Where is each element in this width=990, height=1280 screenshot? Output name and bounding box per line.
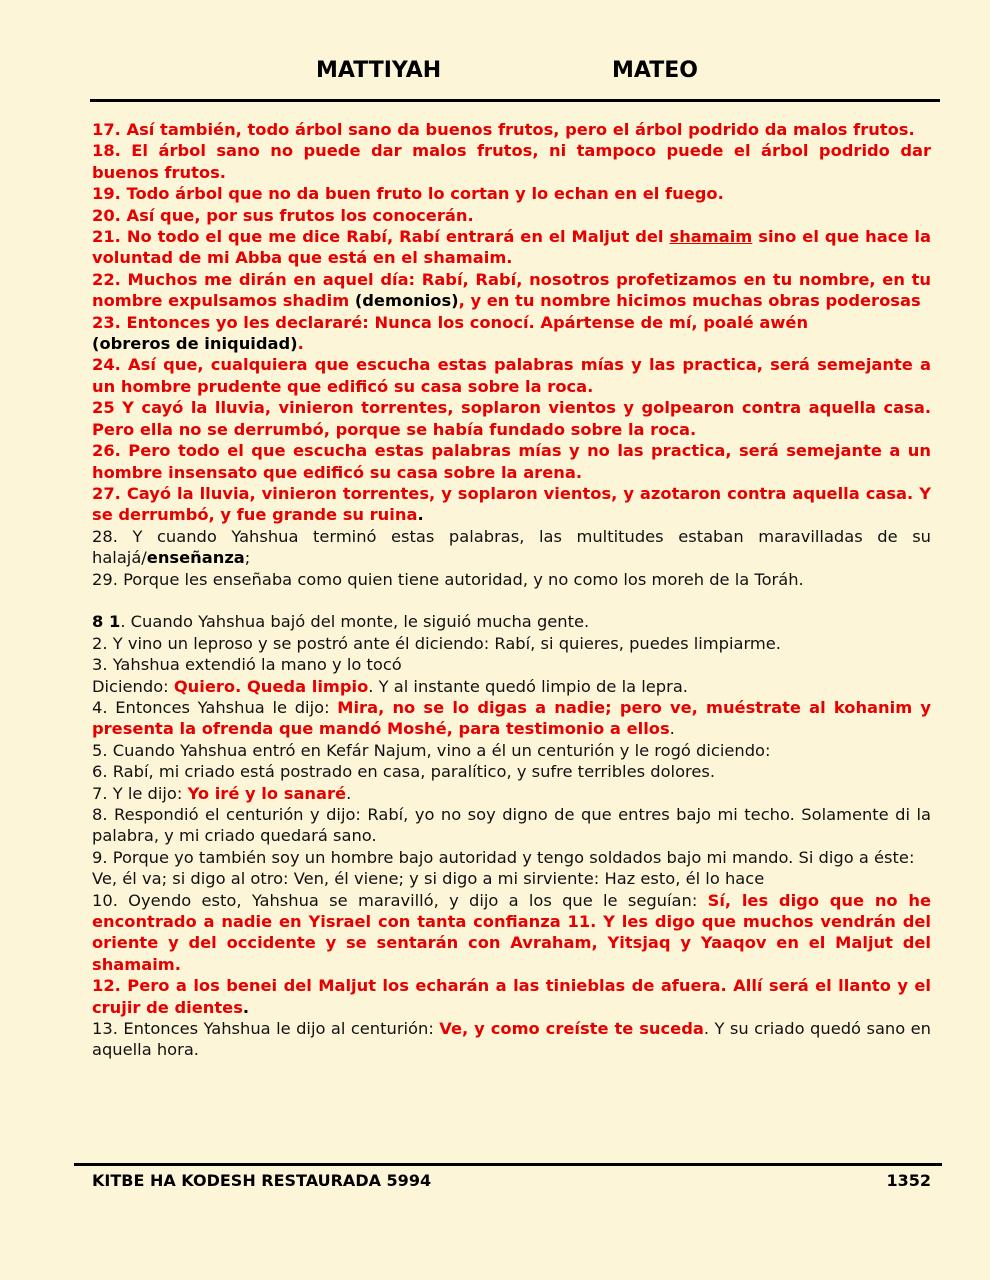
page-footer: [92, 1171, 931, 1195]
chapter-8-verse-9: 9. Porque yo también soy un hombre bajo autoridad y tengo soldados bajo mi mando. Si digo a éste: Ve, él va; si digo al otro: Ven, él viene; y si digo a mi sirviente: Haz esto, él lo hace: [92, 847, 915, 889]
verse-21: 21. No todo el que me dice Rabí, Rabí entrará en el Maljut del shamaim sino el que hace la voluntad de mi Abba que está en el shamaim.: [92, 227, 931, 268]
chapter-8-verse-12: 12. Pero a los benei del Maljut los echarán a las tinieblas de afuera. Allí será el llanto y el crujir de dientes.: [92, 976, 931, 1017]
chapter-8-verse-10: 10. Oyendo esto, Yahshua se maravilló, y dijo a los que le seguían: Sí, les digo que no he encontrado a nadie en Yisrael con tanta confianza 11. Y les digo que muchos vendrán del oriente y del occidente y se sentarán con Avraham, Yitsjaq y Yaaqov en el Maljut del shamaim.: [92, 890, 932, 974]
page-body: [92, 119, 931, 1061]
verse-27: 27. Cayó la lluvia, vinieron torrentes, y soplaron vientos, y azotaron contra aquella casa. Y se derrumbó, y fue grande su ruina.: [92, 483, 931, 525]
header-book-spanish: MATEO: [612, 58, 698, 83]
header-rule: [90, 99, 940, 102]
verse-19: 19. Todo árbol que no da buen fruto lo cortan y lo echan en el fuego.: [92, 184, 724, 204]
footer-title: KITBE HA KODESH RESTAURADA 5994: [92, 1171, 432, 1190]
page-header: [92, 58, 940, 94]
verse-26: 26. Pero todo el que escucha estas palabras mías y no las practica, será semejante a un hombre insensato que edificó su casa sobre la arena.: [92, 441, 931, 482]
verse-25: 25 Y cayó la lluvia, vinieron torrentes, soplaron vientos y golpearon contra aquella casa. Pero ella no se derrumbó, porque se había fundado sobre la roca.: [92, 398, 931, 439]
verse-29: 29. Porque les enseñaba como quien tiene autoridad, y no como los moreh de la Toráh.: [92, 569, 804, 589]
page-number: 1352: [886, 1171, 931, 1190]
chapter-8-verse-4: 4. Entonces Yahshua le dijo: Mira, no se lo digas a nadie; pero ve, muéstrate al kohanim y presenta la ofrenda que mandó Moshé, para testimonio a ellos.: [92, 697, 931, 739]
chapter-8-verse-3: 3. Yahshua extendió la mano y lo tocó Diciendo: Quiero. Queda limpio. Y al instante quedó limpio de la lepra.: [92, 655, 688, 696]
verse-20: 20. Así que, por sus frutos los conocerán.: [92, 205, 474, 225]
chapter-8-verse-5: 5. Cuando Yahshua entró en Kefár Najum, vino a él un centurión y le rogó diciendo:: [92, 740, 771, 760]
chapter-8-verse-8: 8. Respondió el centurión y dijo: Rabí, yo no soy digno de que entres bajo mi techo. Solamente di la palabra, y mi criado quedará sano.: [92, 804, 931, 846]
chapter-8-verse-13: 13. Entonces Yahshua le dijo al centurión: Ve, y como creíste te suceda. Y su criado quedó sano en aquella hora.: [92, 1019, 931, 1060]
verse-28: 28. Y cuando Yahshua terminó estas palabras, las multitudes estaban maravilladas de su halajá/enseñanza;: [92, 526, 931, 568]
chapter-8-verse-6: 6. Rabí, mi criado está postrado en casa, paralítico, y sufre terribles dolores.: [92, 762, 716, 782]
header-book-hebrew: MATTIYAH: [316, 58, 442, 83]
verse-17: 17. Así también, todo árbol sano da buenos frutos, pero el árbol podrido da malos frutos.: [92, 120, 915, 139]
footer-rule: [74, 1163, 942, 1166]
chapter-8-verse-1: 8 1. Cuando Yahshua bajó del monte, le siguió mucha gente.: [92, 612, 590, 632]
verse-23: 23. Entonces yo les declararé: Nunca los conocí. Apártense de mí, poalé awén (obreros de iniquidad).: [92, 312, 809, 354]
verse-18: 18. El árbol sano no puede dar malos frutos, ni tampoco puede el árbol podrido dar buenos frutos.: [92, 141, 931, 182]
chapter-8-verse-7: 7. Y le dijo: Yo iré y lo sanaré.: [92, 783, 352, 803]
chapter-gap: [92, 590, 931, 611]
verse-24: 24. Así que, cualquiera que escucha estas palabras mías y las practica, será semejante a un hombre prudente que edificó su casa sobre la roca.: [92, 355, 931, 396]
chapter-8-verse-2: 2. Y vino un leproso y se postró ante él diciendo: Rabí, si quieres, puedes limpiarme.: [92, 633, 781, 653]
verse-22: 22. Muchos me dirán en aquel día: Rabí, Rabí, nosotros profetizamos en tu nombre, en tu nombre expulsamos shadim (demonios), y en tu nombre hicimos muchas obras poderosas: [92, 269, 931, 311]
